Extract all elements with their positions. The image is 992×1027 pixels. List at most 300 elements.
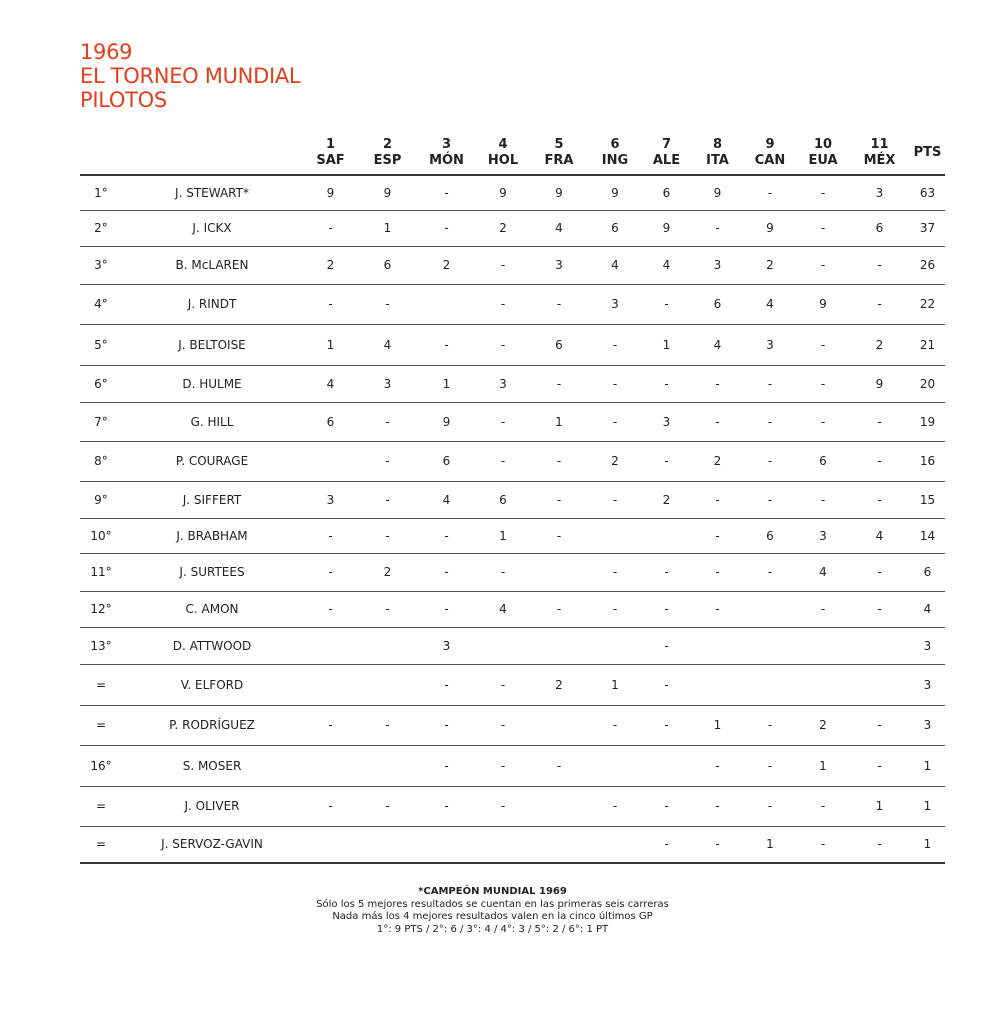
result-cell: -	[529, 518, 589, 553]
race-code: CAN	[754, 152, 786, 168]
result-cell: -	[692, 210, 743, 246]
result-cell: 3	[477, 365, 529, 402]
driver-cell: D. HULME	[122, 365, 302, 402]
result-cell: 3	[849, 175, 910, 210]
result-cell: -	[302, 591, 359, 627]
result-cell	[302, 745, 359, 786]
result-cell: -	[359, 705, 416, 745]
result-cell: -	[416, 210, 477, 246]
table-row	[80, 402, 945, 441]
result-cell: -	[743, 745, 797, 786]
driver-cell: J. SURTEES	[122, 553, 302, 591]
result-cell: -	[302, 705, 359, 745]
result-cell: -	[692, 745, 743, 786]
points-cell: 16	[910, 441, 945, 481]
result-cell	[849, 664, 910, 705]
result-cell: 1	[477, 518, 529, 553]
result-cell	[302, 627, 359, 664]
driver-cell: J. OLIVER	[122, 786, 302, 826]
result-cell: 3	[589, 284, 641, 324]
result-cell: -	[477, 705, 529, 745]
result-cell: 1	[692, 705, 743, 745]
driver-cell: J. SERVOZ-GAVIN	[122, 826, 302, 863]
table-row	[80, 284, 945, 324]
points-cell: 3	[910, 627, 945, 664]
result-cell: 4	[359, 324, 416, 365]
result-cell	[302, 441, 359, 481]
result-cell: 6	[529, 324, 589, 365]
result-cell	[743, 591, 797, 627]
result-cell: -	[849, 481, 910, 518]
result-cell: -	[692, 553, 743, 591]
driver-cell: S. MOSER	[122, 745, 302, 786]
result-cell: -	[416, 664, 477, 705]
race-code: SAF	[316, 152, 345, 168]
points-cell: 26	[910, 246, 945, 284]
standings-table	[80, 131, 945, 864]
result-cell: -	[416, 324, 477, 365]
result-cell: 3	[359, 365, 416, 402]
race-number: 2	[382, 136, 393, 152]
result-cell	[529, 627, 589, 664]
points-cell: 3	[910, 705, 945, 745]
result-cell: 9	[641, 210, 692, 246]
race-header-can	[743, 131, 797, 175]
result-cell: 9	[302, 175, 359, 210]
result-cell: -	[477, 553, 529, 591]
driver-cell: G. HILL	[122, 402, 302, 441]
position-cell: 12°	[80, 591, 122, 627]
result-cell: 4	[302, 365, 359, 402]
table-row	[80, 745, 945, 786]
result-cell: 1	[416, 365, 477, 402]
result-cell: 2	[641, 481, 692, 518]
result-cell: -	[477, 324, 529, 365]
result-cell: -	[359, 518, 416, 553]
result-cell: 4	[416, 481, 477, 518]
position-cell: 2°	[80, 210, 122, 246]
race-header-món	[416, 131, 477, 175]
race-header-hol	[477, 131, 529, 175]
points-cell: 63	[910, 175, 945, 210]
result-cell: 2	[849, 324, 910, 365]
position-cell: 4°	[80, 284, 122, 324]
table-row	[80, 627, 945, 664]
table-row	[80, 324, 945, 365]
race-number: 3	[441, 136, 452, 152]
header-row	[80, 131, 945, 175]
result-cell	[477, 826, 529, 863]
position-cell: =	[80, 664, 122, 705]
result-cell: -	[743, 402, 797, 441]
result-cell: 3	[797, 518, 849, 553]
result-cell: -	[477, 402, 529, 441]
race-header-saf	[302, 131, 359, 175]
result-cell: -	[797, 826, 849, 863]
result-cell: 4	[849, 518, 910, 553]
result-cell: 9	[797, 284, 849, 324]
result-cell: 9	[529, 175, 589, 210]
result-cell: 4	[477, 591, 529, 627]
result-cell: 1	[529, 402, 589, 441]
result-cell: -	[589, 481, 641, 518]
result-cell	[641, 745, 692, 786]
result-cell: 6	[359, 246, 416, 284]
position-cell: =	[80, 826, 122, 863]
position-cell: 6°	[80, 365, 122, 402]
footnotes	[80, 886, 905, 936]
result-cell	[589, 745, 641, 786]
result-cell: -	[797, 246, 849, 284]
result-cell: -	[477, 786, 529, 826]
result-cell	[743, 627, 797, 664]
points-cell: 15	[910, 481, 945, 518]
result-cell: -	[743, 705, 797, 745]
result-cell: -	[797, 175, 849, 210]
points-cell: 21	[910, 324, 945, 365]
result-cell: 4	[743, 284, 797, 324]
race-header-eua	[797, 131, 849, 175]
title-championship: EL TORNEO MUNDIAL	[80, 64, 301, 88]
result-cell: -	[416, 518, 477, 553]
position-cell: =	[80, 786, 122, 826]
result-cell: -	[641, 705, 692, 745]
result-cell: 1	[849, 786, 910, 826]
position-cell: 9°	[80, 481, 122, 518]
title-year: 1969	[80, 40, 133, 64]
result-cell: -	[743, 441, 797, 481]
result-cell: 6	[641, 175, 692, 210]
position-cell: 3°	[80, 246, 122, 284]
result-cell: 3	[641, 402, 692, 441]
result-cell: -	[529, 365, 589, 402]
result-cell: -	[529, 591, 589, 627]
table-row	[80, 826, 945, 863]
result-cell: -	[359, 402, 416, 441]
position-cell: 13°	[80, 627, 122, 664]
result-cell	[589, 518, 641, 553]
table-body	[80, 175, 945, 863]
points-cell: 19	[910, 402, 945, 441]
result-cell: -	[692, 402, 743, 441]
race-header-esp	[359, 131, 416, 175]
result-cell: 9	[416, 402, 477, 441]
race-code: ALE	[652, 152, 681, 168]
points-cell: 37	[910, 210, 945, 246]
position-cell: 1°	[80, 175, 122, 210]
result-cell: -	[743, 481, 797, 518]
result-cell: -	[416, 175, 477, 210]
race-code: ITA	[706, 152, 729, 168]
result-cell: -	[477, 246, 529, 284]
result-cell: -	[849, 705, 910, 745]
points-cell: 1	[910, 745, 945, 786]
result-cell: -	[589, 324, 641, 365]
result-cell: -	[589, 591, 641, 627]
position-cell: =	[80, 705, 122, 745]
result-cell: -	[477, 284, 529, 324]
result-cell: -	[359, 481, 416, 518]
race-number: 8	[712, 136, 723, 152]
result-cell	[477, 627, 529, 664]
result-cell: -	[797, 324, 849, 365]
result-cell: -	[416, 705, 477, 745]
points-cell: 4	[910, 591, 945, 627]
result-cell: 3	[692, 246, 743, 284]
race-number: 4	[498, 136, 508, 152]
points-cell: 14	[910, 518, 945, 553]
result-cell: -	[797, 210, 849, 246]
result-cell: 9	[589, 175, 641, 210]
result-cell: -	[641, 826, 692, 863]
points-cell: 20	[910, 365, 945, 402]
race-code: HOL	[487, 152, 519, 168]
scoring-rule-first-races: Sólo los 5 mejores resultados se cuentan en las primeras seis carreras	[316, 898, 669, 910]
position-cell: 8°	[80, 441, 122, 481]
driver-cell: P. COURAGE	[122, 441, 302, 481]
result-cell: 1	[641, 324, 692, 365]
points-cell: 22	[910, 284, 945, 324]
result-cell: -	[849, 441, 910, 481]
result-cell: 4	[641, 246, 692, 284]
result-cell: -	[743, 786, 797, 826]
result-cell: 6	[743, 518, 797, 553]
result-cell: -	[692, 481, 743, 518]
result-cell: 9	[477, 175, 529, 210]
result-cell: -	[849, 591, 910, 627]
result-cell	[589, 627, 641, 664]
points-cell: 6	[910, 553, 945, 591]
result-cell: 6	[692, 284, 743, 324]
race-number: 9	[765, 136, 775, 152]
driver-cell: J. ICKX	[122, 210, 302, 246]
result-cell: -	[641, 441, 692, 481]
result-cell	[359, 664, 416, 705]
result-cell: -	[641, 365, 692, 402]
result-cell: 2	[529, 664, 589, 705]
result-cell: 4	[529, 210, 589, 246]
race-number: 6	[610, 136, 620, 152]
result-cell: -	[589, 705, 641, 745]
result-cell: -	[692, 365, 743, 402]
result-cell: 3	[416, 627, 477, 664]
table-row	[80, 553, 945, 591]
result-cell	[359, 826, 416, 863]
result-cell	[743, 664, 797, 705]
position-cell: 10°	[80, 518, 122, 553]
result-cell: -	[692, 786, 743, 826]
driver-cell: B. McLAREN	[122, 246, 302, 284]
result-cell: 2	[359, 553, 416, 591]
result-cell: -	[589, 402, 641, 441]
race-header-ing	[589, 131, 641, 175]
result-cell: 9	[743, 210, 797, 246]
result-cell: 9	[849, 365, 910, 402]
result-cell: 6	[302, 402, 359, 441]
result-cell	[589, 826, 641, 863]
result-cell: -	[359, 284, 416, 324]
result-cell: -	[849, 246, 910, 284]
table-row	[80, 591, 945, 627]
result-cell: -	[477, 745, 529, 786]
result-cell: -	[641, 664, 692, 705]
result-cell: 1	[589, 664, 641, 705]
position-header	[80, 131, 122, 175]
race-header-ale	[641, 131, 692, 175]
result-cell: -	[849, 745, 910, 786]
result-cell: 4	[692, 324, 743, 365]
position-cell: 7°	[80, 402, 122, 441]
result-cell	[797, 627, 849, 664]
table-row	[80, 705, 945, 745]
page-title	[80, 40, 300, 112]
race-number: 5	[554, 136, 564, 152]
result-cell	[797, 664, 849, 705]
table-row	[80, 786, 945, 826]
race-header-méx	[849, 131, 910, 175]
result-cell: -	[302, 210, 359, 246]
result-cell	[692, 664, 743, 705]
result-cell: -	[529, 745, 589, 786]
result-cell: -	[416, 553, 477, 591]
result-cell	[359, 627, 416, 664]
result-cell	[359, 745, 416, 786]
driver-cell: J. BELTOISE	[122, 324, 302, 365]
result-cell: -	[359, 591, 416, 627]
race-number: 11	[870, 136, 889, 152]
points-cell: 1	[910, 786, 945, 826]
result-cell: 2	[416, 246, 477, 284]
result-cell	[416, 826, 477, 863]
result-cell: -	[416, 591, 477, 627]
result-cell: -	[641, 786, 692, 826]
points-cell: 1	[910, 826, 945, 863]
driver-cell: J. BRABHAM	[122, 518, 302, 553]
driver-cell: P. RODRÍGUEZ	[122, 705, 302, 745]
result-cell: 4	[589, 246, 641, 284]
result-cell: 4	[797, 553, 849, 591]
result-cell: 3	[529, 246, 589, 284]
result-cell	[641, 518, 692, 553]
result-cell: -	[589, 553, 641, 591]
result-cell: -	[641, 553, 692, 591]
result-cell: -	[359, 786, 416, 826]
driver-cell: J. SIFFERT	[122, 481, 302, 518]
result-cell: 9	[359, 175, 416, 210]
result-cell: -	[589, 365, 641, 402]
table-row	[80, 441, 945, 481]
result-cell: -	[416, 745, 477, 786]
result-cell: 1	[797, 745, 849, 786]
result-cell: 3	[302, 481, 359, 518]
table-row	[80, 664, 945, 705]
race-number: 10	[813, 136, 833, 152]
result-cell: 6	[849, 210, 910, 246]
driver-cell: J. STEWART*	[122, 175, 302, 210]
result-cell: -	[529, 284, 589, 324]
result-cell	[849, 627, 910, 664]
result-cell	[416, 284, 477, 324]
result-cell: -	[797, 786, 849, 826]
result-cell: -	[743, 365, 797, 402]
result-cell: -	[529, 441, 589, 481]
result-cell: -	[529, 481, 589, 518]
scoring-rule-last-races: Nada más los 4 mejores resultados valen en la cinco últimos GP	[332, 911, 653, 922]
result-cell: 1	[743, 826, 797, 863]
table-row	[80, 481, 945, 518]
result-cell: -	[359, 441, 416, 481]
points-scale: 1°: 9 PTS / 2°: 6 / 3°: 4 / 4°: 3 / 5°: 2 / 6°: 1 PT	[376, 923, 609, 935]
result-cell: -	[849, 402, 910, 441]
result-cell: -	[849, 553, 910, 591]
result-cell: -	[797, 365, 849, 402]
driver-cell: D. ATTWOOD	[122, 627, 302, 664]
result-cell: 2	[797, 705, 849, 745]
race-code: FRA	[544, 152, 574, 168]
race-header-ita	[692, 131, 743, 175]
driver-cell: C. AMON	[122, 591, 302, 627]
result-cell: -	[589, 786, 641, 826]
result-cell: 6	[797, 441, 849, 481]
result-cell: 2	[692, 441, 743, 481]
result-cell: 3	[743, 324, 797, 365]
table-row	[80, 518, 945, 553]
result-cell: -	[302, 518, 359, 553]
result-cell: -	[416, 786, 477, 826]
result-cell	[302, 664, 359, 705]
result-cell: -	[641, 284, 692, 324]
result-cell: 6	[589, 210, 641, 246]
driver-header	[122, 131, 302, 175]
title-category: PILOTOS	[80, 88, 167, 112]
result-cell	[692, 627, 743, 664]
result-cell: 1	[359, 210, 416, 246]
race-code: MÓN	[429, 152, 464, 168]
result-cell: -	[477, 664, 529, 705]
table-row	[80, 365, 945, 402]
result-cell: -	[692, 591, 743, 627]
result-cell: -	[302, 284, 359, 324]
result-cell	[529, 786, 589, 826]
race-code: MÉX	[863, 152, 896, 168]
race-code: ESP	[373, 152, 402, 168]
result-cell: 1	[302, 324, 359, 365]
result-cell	[529, 553, 589, 591]
table-row	[80, 210, 945, 246]
race-number: 1	[325, 136, 336, 152]
points-cell: 3	[910, 664, 945, 705]
champion-note: *CAMPEÓN MUNDIAL 1969	[418, 886, 567, 897]
result-cell: -	[743, 175, 797, 210]
result-cell: -	[797, 402, 849, 441]
result-cell	[302, 826, 359, 863]
table-row	[80, 175, 945, 210]
driver-cell: V. ELFORD	[122, 664, 302, 705]
result-cell	[529, 705, 589, 745]
points-header: PTS	[910, 131, 945, 175]
race-number: 7	[661, 136, 672, 152]
result-cell: -	[692, 518, 743, 553]
race-code: ING	[601, 152, 629, 168]
result-cell: 2	[302, 246, 359, 284]
result-cell: -	[849, 826, 910, 863]
position-cell: 5°	[80, 324, 122, 365]
result-cell: -	[797, 481, 849, 518]
position-cell: 16°	[80, 745, 122, 786]
result-cell: -	[692, 826, 743, 863]
result-cell: -	[302, 553, 359, 591]
result-cell: 9	[692, 175, 743, 210]
